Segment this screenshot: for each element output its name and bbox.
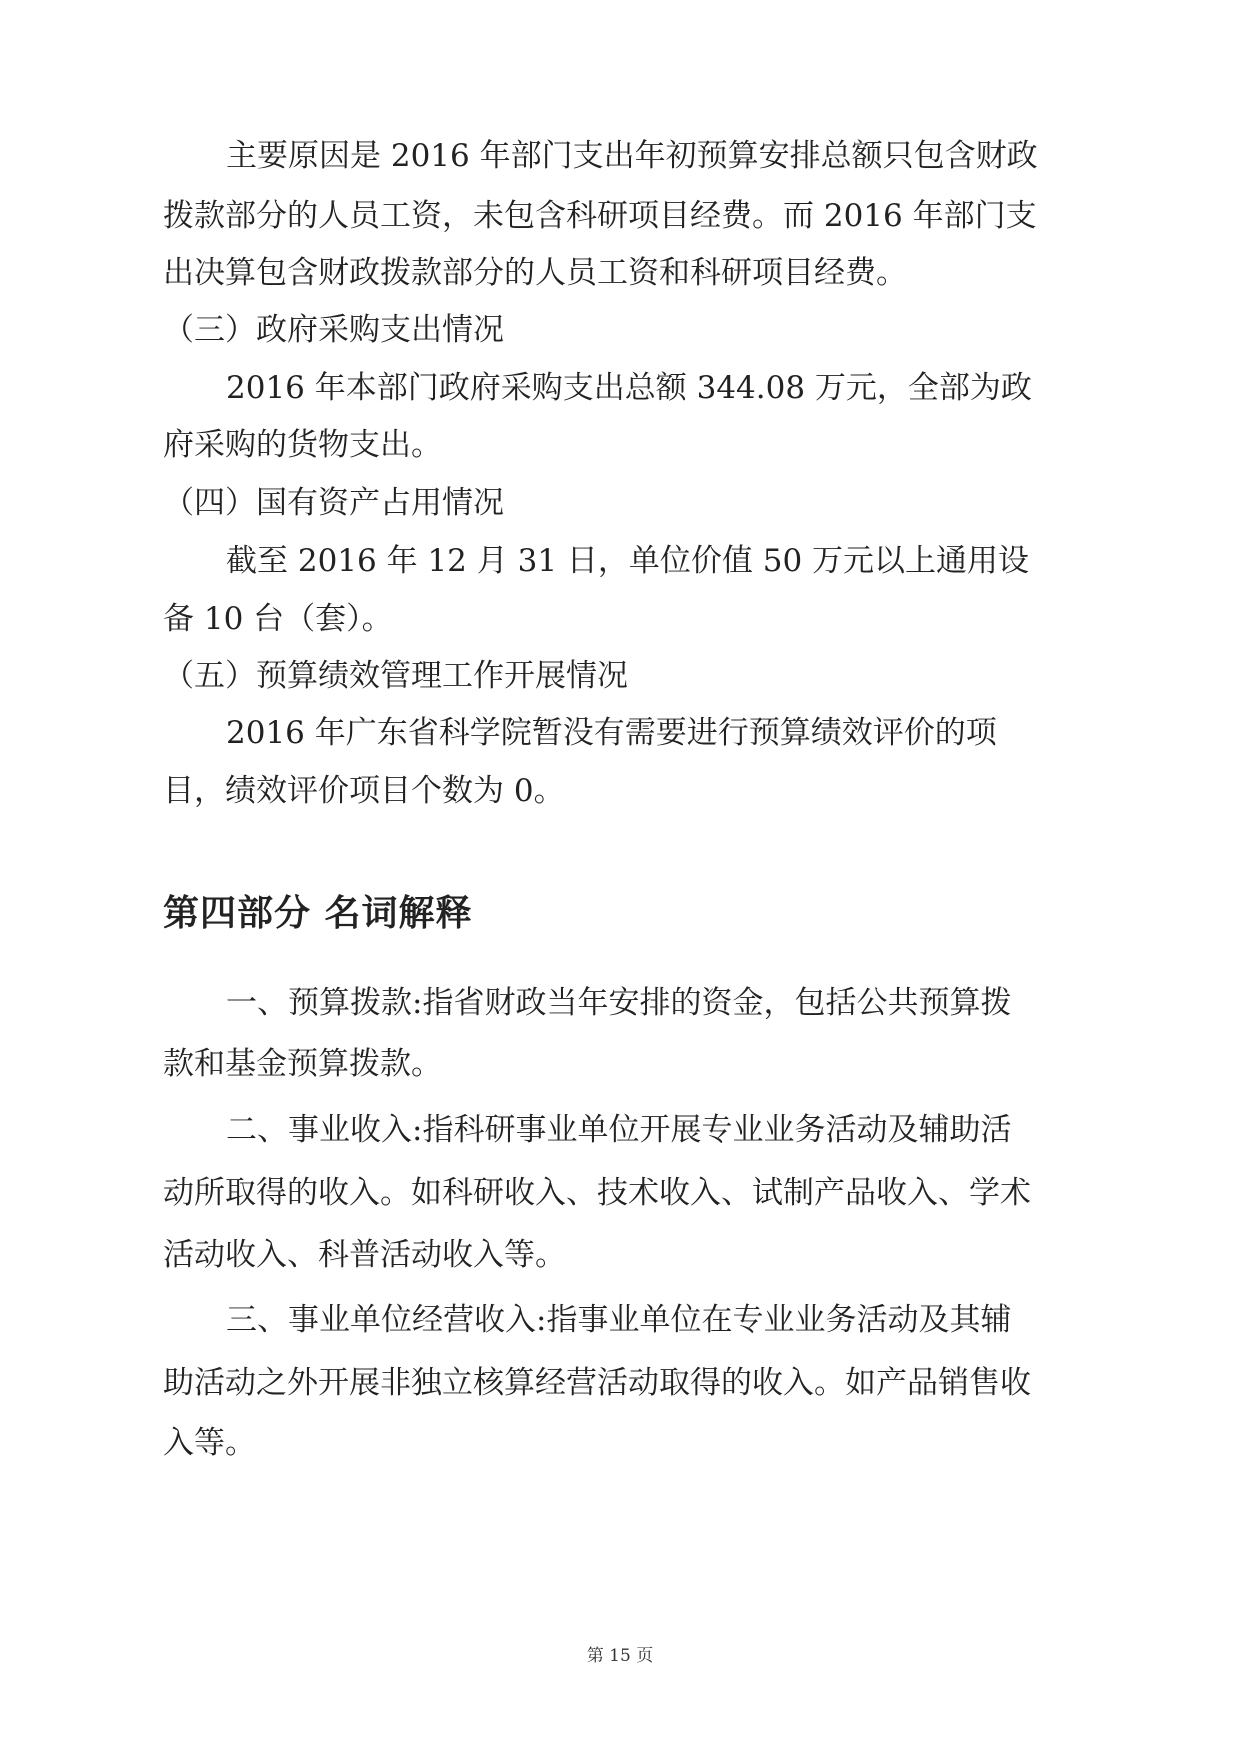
part-title: 第四部分 名词解释 bbox=[163, 893, 473, 934]
paragraph-line: 截至 2016 年 12 月 31 日，单位价值 50 万元以上通用设 bbox=[226, 543, 1030, 579]
definition-line: 三、事业单位经营收入:指事业单位在专业业务活动及其辅 bbox=[226, 1302, 1012, 1338]
definition-line: 款和基金预算拨款。 bbox=[163, 1046, 442, 1082]
definition-line: 二、事业收入:指科研事业单位开展专业业务活动及辅助活 bbox=[226, 1112, 1012, 1148]
page-number: 第 15 页 bbox=[586, 1646, 654, 1666]
section-heading-4: （四）国有资产占用情况 bbox=[163, 485, 504, 521]
paragraph-line: 出决算包含财政拨款部分的人员工资和科研项目经费。 bbox=[163, 255, 907, 291]
paragraph-line: 拨款部分的人员工资，未包含科研项目经费。而 2016 年部门支 bbox=[163, 198, 1037, 234]
definition-line: 活动收入、科普活动收入等。 bbox=[163, 1237, 566, 1273]
paragraph-line: 备 10 台（套）。 bbox=[163, 601, 393, 637]
section-heading-5: （五）预算绩效管理工作开展情况 bbox=[163, 658, 628, 694]
definition-line: 入等。 bbox=[163, 1425, 256, 1461]
definition-line: 一、预算拨款:指省财政当年安排的资金，包括公共预算拨 bbox=[226, 985, 1012, 1021]
section-heading-3: （三）政府采购支出情况 bbox=[163, 312, 504, 348]
paragraph-line: 府采购的货物支出。 bbox=[163, 427, 442, 463]
paragraph-line: 2016 年广东省科学院暂没有需要进行预算绩效评价的项 bbox=[226, 715, 997, 751]
paragraph-line: 目，绩效评价项目个数为 0。 bbox=[163, 773, 565, 809]
paragraph-line: 主要原因是 2016 年部门支出年初预算安排总额只包含财政 bbox=[226, 138, 1038, 174]
definition-line: 动所取得的收入。如科研收入、技术收入、试制产品收入、学术 bbox=[163, 1175, 1031, 1211]
paragraph-line: 2016 年本部门政府采购支出总额 344.08 万元，全部为政 bbox=[226, 370, 1032, 406]
definition-line: 助活动之外开展非独立核算经营活动取得的收入。如产品销售收 bbox=[163, 1365, 1031, 1401]
